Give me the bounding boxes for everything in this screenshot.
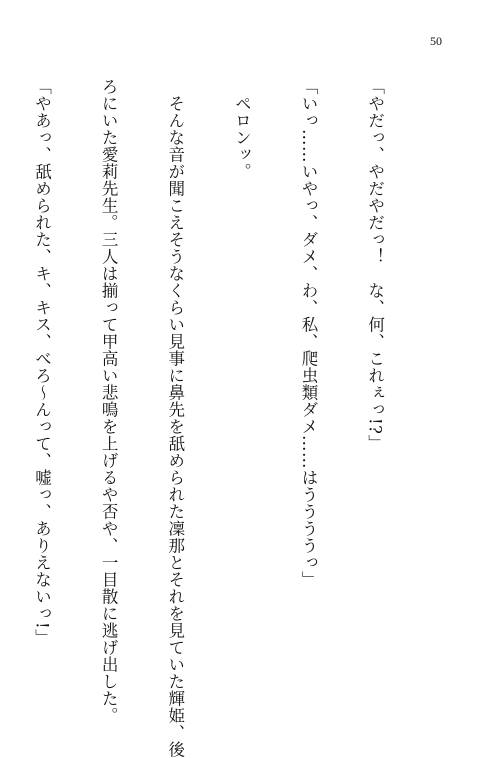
body-text — [32, 78, 430, 758]
text-line: 「いっ……いやっ、ダメ、わ、私、爬虫類ダメ……はううううっ」 — [298, 78, 318, 588]
text-line: 「やだっ、やだやだっ！ な、何、これぇっ!?」 — [365, 78, 385, 452]
text-line: そんな音が聞こえそうなくらい見事に鼻先を舐められた凜那とそれを見ていた輝姫、後 — [165, 78, 185, 758]
text-line: 「やあっ、舐められた、キ、キス、べろ～んって、嘘っ、ありえないっ!」 — [32, 78, 52, 647]
text-line: ろにいた愛莉先生。三人は揃って甲高い悲鳴を上げるや否や、一目散に逃げ出した。 — [99, 78, 119, 724]
page-number: 50 — [430, 34, 442, 48]
text-line: ペロンッ。 — [232, 78, 252, 180]
